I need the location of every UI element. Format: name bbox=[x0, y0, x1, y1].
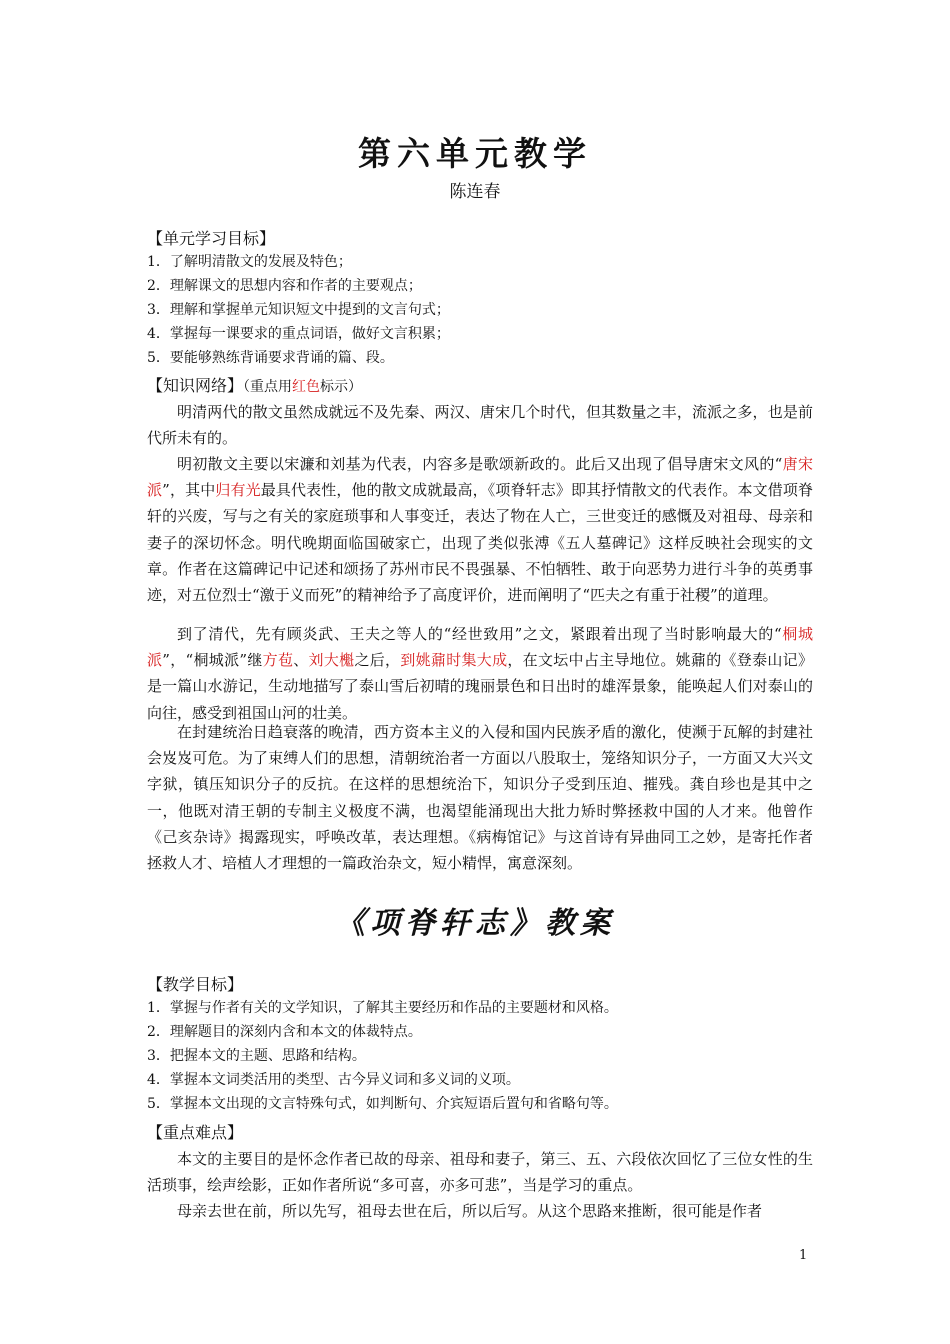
list-item: 2．理解课文的思想内容和作者的主要观点； bbox=[147, 278, 422, 294]
key-points-paragraph-1: 本文的主要目的是怀念作者已故的母亲、祖母和妻子，第三、五、六段依次回忆了三位女性的生活琐事，绘声绘影，正如作者所说“多可喜，亦多可悲”，当是学习的重点。 bbox=[147, 1150, 813, 1195]
list-item: 5．要能够熟练背诵要求背诵的篇、段。 bbox=[147, 350, 394, 366]
paragraph-text: ”，“桐城派”继 bbox=[162, 651, 263, 670]
highlight-text: 唐宋派 bbox=[147, 455, 813, 500]
list-item: 5．掌握本文出现的文言特殊句式，如判断句、介宾短语后置句和省略句等。 bbox=[147, 1096, 618, 1112]
unit-goals-list bbox=[147, 250, 450, 370]
key-points-heading: 【重点难点】 bbox=[147, 1123, 244, 1142]
knowledge-paragraph-2 bbox=[147, 451, 813, 608]
list-item: 4．掌握本文词类活用的类型、古今异义词和多义词的义项。 bbox=[147, 1072, 520, 1088]
teaching-goals-list bbox=[147, 996, 618, 1116]
note-red-text: 红色 bbox=[292, 379, 321, 395]
page-title: 第六单元教学 bbox=[358, 134, 592, 173]
highlight-text: 桐城派 bbox=[147, 625, 813, 670]
paragraph-text: 到了清代，先有顾炎武、王夫之等人的“经世致用”之文，紧跟着出现了当时影响最大的“ bbox=[177, 625, 782, 643]
paragraph-text: 明初散文主要以宋濂和刘基为代表，内容多是歌颂新政的。此后又出现了倡导唐宋文风的“ bbox=[177, 455, 783, 473]
highlight-text: 到姚鼐时集大成 bbox=[400, 651, 508, 670]
paragraph-text: ”，其中 bbox=[162, 481, 216, 500]
list-item: 3．把握本文的主题、思路和结构。 bbox=[147, 1048, 366, 1064]
lesson-title: 《项脊轩志》教案 bbox=[335, 906, 615, 941]
paragraph-text: 、 bbox=[293, 651, 309, 670]
list-item: 2．理解题目的深刻内含和本文的体裁特点。 bbox=[147, 1024, 422, 1040]
note-text: （重点用 bbox=[243, 379, 293, 395]
list-item: 3．理解和掌握单元知识短文中提到的文言句式； bbox=[147, 302, 450, 318]
list-item: 1．了解明清散文的发展及特色； bbox=[147, 254, 352, 270]
knowledge-heading-label: 【知识网络】 bbox=[147, 376, 244, 395]
knowledge-note bbox=[243, 379, 362, 395]
highlight-text: 方苞 bbox=[262, 651, 294, 670]
teaching-goals-heading: 【教学目标】 bbox=[147, 975, 244, 994]
knowledge-paragraph-4: 在封建统治日趋衰落的晚清，西方资本主义的入侵和国内民族矛盾的激化，使濒于瓦解的封建社会岌岌可危。为了束缚人们的思想，清朝统治者一方面以八股取士，笼络知识分子，一方面又大兴文字狱，镇压知识分子的反抗。在这样的思想统治下，知识分子受到压迫、摧残。龚自珍也是其中之一，他既对清王朝的专制主义极度不满，也渴望能涌现出大批力矫时弊拯救中国的人才来。他曾作《己亥杂诗》揭露现实，呼唤改革，表达理想。《病梅馆记》与这首诗有异曲同工之妙，是寄托作者拯救人才、培植人才理想的一篇政治杂文，短小精悍，寓意深刻。 bbox=[147, 723, 813, 873]
unit-goals-heading: 【单元学习目标】 bbox=[147, 229, 276, 248]
key-points-paragraph-2: 母亲去世在前，所以先写，祖母去世在后，所以后写。从这个思路来推断，很可能是作者 bbox=[177, 1202, 763, 1220]
paragraph-text: 之后， bbox=[354, 651, 401, 670]
knowledge-paragraph-1: 明清两代的散文虽然成就远不及先秦、两汉、唐宋几个时代，但其数量之丰，流派之多，也是前代所未有的。 bbox=[147, 403, 813, 448]
knowledge-paragraph-3 bbox=[147, 621, 813, 726]
knowledge-heading bbox=[147, 373, 362, 396]
paragraph-text: 最具代表性，他的散文成就最高，《项脊轩志》即其抒情散文的代表作。本文借项脊轩的兴废，写与之有关的家庭琐事和人事变迁，表达了物在人亡，三世变迁的感慨及对祖母、母亲和妻子的深切怀念。明代晚期面临国破家亡，出现了类似张溥《五人墓碑记》这样反映社会现实的文章。作者在这篇碑记中记述和颂扬了苏州市民不畏强暴、不怕牺牲、敢于向恶势力进行斗争的英勇事迹，对五位烈士“激于义而死”的精神给予了高度评价，进而阐明了“匹夫之有重于社稷”的道理。 bbox=[147, 481, 813, 605]
paragraph-text: ，在文坛中占主导地位。姚鼐的《登泰山记》是一篇山水游记，生动地描写了泰山雪后初晴的瑰丽景色和日出时的雄浑景象，能唤起人们对泰山的向往，感受到祖国山河的壮美。 bbox=[147, 651, 813, 722]
author-name: 陈连春 bbox=[449, 182, 501, 202]
list-item: 1．掌握与作者有关的文学知识，了解其主要经历和作品的主要题材和风格。 bbox=[147, 1000, 618, 1016]
list-item: 4．掌握每一课要求的重点词语，做好文言积累； bbox=[147, 326, 450, 342]
page-number: 1 bbox=[799, 1248, 808, 1263]
highlight-text: 刘大櫆 bbox=[308, 651, 355, 670]
note-text: 标示） bbox=[320, 379, 363, 395]
highlight-text: 归有光 bbox=[215, 481, 261, 500]
